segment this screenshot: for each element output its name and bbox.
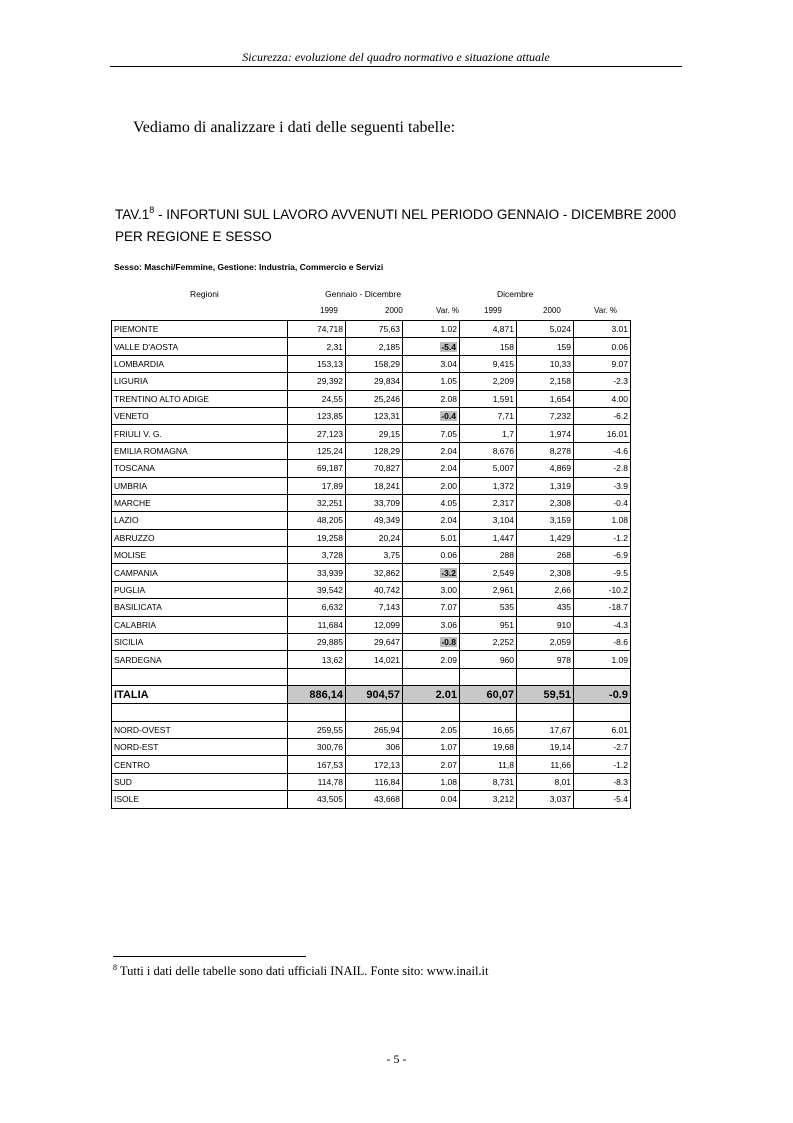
area-row	[112, 773, 631, 790]
table-cell: 7.05	[403, 425, 460, 442]
table-title-prefix: TAV.1	[115, 207, 150, 222]
table-cell: 158	[460, 338, 517, 355]
row-label: FRIULI V. G.	[112, 425, 288, 442]
table-cell: 8,278	[517, 442, 574, 459]
col-header-gd-var: Var. %	[436, 306, 459, 315]
table-cell: -6.9	[574, 547, 631, 564]
region-row	[112, 547, 631, 564]
table-cell	[517, 704, 574, 721]
region-row	[112, 477, 631, 494]
table-cell: 128,29	[346, 442, 403, 459]
table-cell: -1.2	[574, 756, 631, 773]
table-cell: -2.8	[574, 460, 631, 477]
table-cell: 19,14	[517, 738, 574, 755]
col-header-dic-2000: 2000	[543, 306, 561, 315]
table-cell	[403, 634, 460, 651]
table-cell: 2,308	[517, 564, 574, 581]
table-cell: 4,869	[517, 460, 574, 477]
table-cell: 6.01	[574, 721, 631, 738]
table-cell	[574, 704, 631, 721]
table-cell: 2.04	[403, 512, 460, 529]
region-row	[112, 460, 631, 477]
table-cell: 1,319	[517, 477, 574, 494]
highlighted-value: -5.4	[441, 341, 456, 352]
table-cell: -0.9	[574, 686, 631, 704]
row-label: SUD	[112, 773, 288, 790]
table-cell: 2.04	[403, 442, 460, 459]
table-cell: 8,676	[460, 442, 517, 459]
table-cell	[574, 668, 631, 685]
table-cell: 75,63	[346, 321, 403, 338]
table-cell: 3,728	[288, 547, 346, 564]
table-cell: 2,31	[288, 338, 346, 355]
table-cell: -5.4	[574, 791, 631, 808]
table-cell: 33,709	[346, 494, 403, 511]
table-cell: 60,07	[460, 686, 517, 704]
region-row	[112, 634, 631, 651]
table-cell: 4,871	[460, 321, 517, 338]
header-rule	[110, 66, 682, 67]
table-cell: 268	[517, 547, 574, 564]
table-cell: 2.09	[403, 651, 460, 668]
table-cell: 17,89	[288, 477, 346, 494]
table-cell: 10,33	[517, 355, 574, 372]
table-cell: 2,961	[460, 581, 517, 598]
table-cell: 886,14	[288, 686, 346, 704]
table-cell: 259,55	[288, 721, 346, 738]
table-cell: 74,718	[288, 321, 346, 338]
table-cell: 5,007	[460, 460, 517, 477]
table-cell: -4.3	[574, 616, 631, 633]
spacer-row	[112, 668, 631, 685]
region-row	[112, 390, 631, 407]
table-cell: 535	[460, 599, 517, 616]
table-cell: -9.5	[574, 564, 631, 581]
running-header: Sicurezza: evoluzione del quadro normativo e situazione attuale	[242, 50, 550, 64]
table-cell: 8,731	[460, 773, 517, 790]
table-cell: -0.4	[574, 494, 631, 511]
table-cell: 5,024	[517, 321, 574, 338]
region-row	[112, 355, 631, 372]
table-cell: -2.3	[574, 373, 631, 390]
row-label: BASILICATA	[112, 599, 288, 616]
table-cell: 1.08	[403, 773, 460, 790]
row-label: MARCHE	[112, 494, 288, 511]
table-cell: 2,209	[460, 373, 517, 390]
table-cell: 2,549	[460, 564, 517, 581]
region-row	[112, 425, 631, 442]
table-cell: 158,29	[346, 355, 403, 372]
table-cell: 13,62	[288, 651, 346, 668]
row-label: PIEMONTE	[112, 321, 288, 338]
table-cell: 435	[517, 599, 574, 616]
table-cell: 910	[517, 616, 574, 633]
table-cell: 114,78	[288, 773, 346, 790]
table-cell: 7,143	[346, 599, 403, 616]
table-cell: 116,84	[346, 773, 403, 790]
table-cell: 20,24	[346, 529, 403, 546]
table-cell: 29,647	[346, 634, 403, 651]
table-cell: 16.01	[574, 425, 631, 442]
table-cell: 25,246	[346, 390, 403, 407]
table-title	[115, 204, 715, 248]
table-cell: 7.07	[403, 599, 460, 616]
row-label: TRENTINO ALTO ADIGE	[112, 390, 288, 407]
table-cell: 29,885	[288, 634, 346, 651]
table-cell: 11,66	[517, 756, 574, 773]
col-header-gd-2000: 2000	[385, 306, 403, 315]
table-cell	[517, 668, 574, 685]
row-label: VENETO	[112, 407, 288, 424]
col-header-gd-1999: 1999	[320, 306, 338, 315]
row-label	[112, 704, 288, 721]
table-cell: 18,241	[346, 477, 403, 494]
row-label: TOSCANA	[112, 460, 288, 477]
region-row	[112, 321, 631, 338]
table-cell: 7,71	[460, 407, 517, 424]
table-cell: 1.07	[403, 738, 460, 755]
table-cell	[346, 704, 403, 721]
table-cell: 1.08	[574, 512, 631, 529]
table-cell: 0.04	[403, 791, 460, 808]
row-label: ISOLE	[112, 791, 288, 808]
row-label: LOMBARDIA	[112, 355, 288, 372]
table-cell: -18.7	[574, 599, 631, 616]
region-row	[112, 599, 631, 616]
table-cell: 19,258	[288, 529, 346, 546]
row-label: CALABRIA	[112, 616, 288, 633]
table-cell: -2.7	[574, 738, 631, 755]
table-cell: 978	[517, 651, 574, 668]
highlighted-value: -3.2	[441, 567, 456, 578]
row-label: MOLISE	[112, 547, 288, 564]
table-cell: 2.05	[403, 721, 460, 738]
table-cell: 4.05	[403, 494, 460, 511]
table-cell: 2,308	[517, 494, 574, 511]
region-row	[112, 529, 631, 546]
table-cell: 6,632	[288, 599, 346, 616]
injuries-table-body	[112, 321, 631, 809]
highlighted-value: -0.4	[441, 411, 456, 422]
table-cell: 951	[460, 616, 517, 633]
region-row	[112, 651, 631, 668]
table-cell: 32,251	[288, 494, 346, 511]
intro-paragraph: Vediamo di analizzare i dati delle seguenti tabelle:	[133, 119, 456, 136]
table-cell	[346, 668, 403, 685]
table-cell: 0.06	[403, 547, 460, 564]
table-cell: 7,232	[517, 407, 574, 424]
row-label: UMBRIA	[112, 477, 288, 494]
footnote-ref: 8	[149, 205, 155, 215]
table-cell: 70,827	[346, 460, 403, 477]
header-gennaio-dicembre: Gennaio - Dicembre	[325, 289, 402, 299]
col-header-dic-1999: 1999	[484, 306, 502, 315]
table-cell: 2,252	[460, 634, 517, 651]
table-title-line1: - INFORTUNI SUL LAVORO AVVENUTI NEL PERIODO GENNAIO - DICEMBRE 2000	[154, 207, 677, 222]
row-label: ITALIA	[112, 686, 288, 704]
table-cell: 2.04	[403, 460, 460, 477]
table-cell: 3,75	[346, 547, 403, 564]
area-row	[112, 791, 631, 808]
table-cell: 153,13	[288, 355, 346, 372]
area-row	[112, 738, 631, 755]
region-row	[112, 338, 631, 355]
table-cell: 0.06	[574, 338, 631, 355]
table-cell: 59,51	[517, 686, 574, 704]
table-cell: 1,447	[460, 529, 517, 546]
footnote-number: 8	[113, 963, 117, 972]
table-cell	[403, 564, 460, 581]
table-cell: 32,862	[346, 564, 403, 581]
row-label: LAZIO	[112, 512, 288, 529]
table-cell	[460, 704, 517, 721]
table-cell: 904,57	[346, 686, 403, 704]
table-cell: 2,66	[517, 581, 574, 598]
table-cell: 2,059	[517, 634, 574, 651]
table-cell	[403, 668, 460, 685]
table-cell: 265,94	[346, 721, 403, 738]
table-cell: 1,7	[460, 425, 517, 442]
header-regioni: Regioni	[190, 289, 219, 299]
table-cell: 1.05	[403, 373, 460, 390]
header-dicembre: Dicembre	[497, 289, 534, 299]
area-row	[112, 756, 631, 773]
table-cell: 125,24	[288, 442, 346, 459]
table-cell: 3.04	[403, 355, 460, 372]
table-cell: 123,31	[346, 407, 403, 424]
row-label: LIGURIA	[112, 373, 288, 390]
table-cell: 11,684	[288, 616, 346, 633]
table-cell: 2.07	[403, 756, 460, 773]
page-number: - 5 -	[386, 1052, 407, 1066]
table-cell: 960	[460, 651, 517, 668]
table-cell: 1,974	[517, 425, 574, 442]
row-label: SICILIA	[112, 634, 288, 651]
table-cell: 3,037	[517, 791, 574, 808]
table-cell: 300,76	[288, 738, 346, 755]
table-cell	[460, 668, 517, 685]
table-cell: -1.2	[574, 529, 631, 546]
table-cell: 39,542	[288, 581, 346, 598]
table-cell: 172,13	[346, 756, 403, 773]
row-label: CENTRO	[112, 756, 288, 773]
row-label: NORD-EST	[112, 738, 288, 755]
region-row	[112, 494, 631, 511]
col-header-dic-var: Var. %	[594, 306, 617, 315]
table-cell: 29,15	[346, 425, 403, 442]
region-row	[112, 581, 631, 598]
table-cell: 2.08	[403, 390, 460, 407]
table-cell: 3,212	[460, 791, 517, 808]
table-cell: 1,372	[460, 477, 517, 494]
highlighted-value: -0.8	[441, 637, 456, 648]
table-cell: -8.6	[574, 634, 631, 651]
row-label: VALLE D'AOSTA	[112, 338, 288, 355]
table-cell: 5.01	[403, 529, 460, 546]
table-cell	[288, 668, 346, 685]
region-row	[112, 512, 631, 529]
table-subtitle: Sesso: Maschi/Femmine, Gestione: Industria, Commercio e Servizi	[114, 262, 384, 272]
table-cell: 2.01	[403, 686, 460, 704]
table-cell: 1.09	[574, 651, 631, 668]
table-title-line2: PER REGIONE E SESSO	[115, 229, 272, 244]
table-cell: 123,85	[288, 407, 346, 424]
table-cell: 40,742	[346, 581, 403, 598]
table-cell: 1,654	[517, 390, 574, 407]
table-cell	[403, 407, 460, 424]
area-row	[112, 721, 631, 738]
table-cell: 19,68	[460, 738, 517, 755]
table-cell: 29,834	[346, 373, 403, 390]
table-cell: 49,349	[346, 512, 403, 529]
table-cell	[403, 338, 460, 355]
table-cell: 43,668	[346, 791, 403, 808]
region-row	[112, 407, 631, 424]
row-label: EMILIA ROMAGNA	[112, 442, 288, 459]
row-label: CAMPANIA	[112, 564, 288, 581]
footnote	[113, 964, 488, 979]
table-cell: -10.2	[574, 581, 631, 598]
table-cell: 17,67	[517, 721, 574, 738]
region-row	[112, 616, 631, 633]
table-cell: 48,205	[288, 512, 346, 529]
total-row	[112, 686, 631, 704]
table-cell: 3.01	[574, 321, 631, 338]
table-cell: 3,104	[460, 512, 517, 529]
table-cell	[403, 704, 460, 721]
table-cell: -8.3	[574, 773, 631, 790]
table-cell: 1,591	[460, 390, 517, 407]
table-cell: -3.9	[574, 477, 631, 494]
table-cell: -4.6	[574, 442, 631, 459]
table-cell: 159	[517, 338, 574, 355]
region-row	[112, 564, 631, 581]
injuries-table	[111, 320, 631, 809]
row-label: NORD-OVEST	[112, 721, 288, 738]
table-cell: 3.00	[403, 581, 460, 598]
table-cell: 29,392	[288, 373, 346, 390]
table-cell: -6.2	[574, 407, 631, 424]
table-cell: 24,55	[288, 390, 346, 407]
table-cell: 288	[460, 547, 517, 564]
spacer-row	[112, 704, 631, 721]
row-label	[112, 668, 288, 685]
footnote-rule	[113, 956, 306, 957]
table-cell: 69,187	[288, 460, 346, 477]
table-cell: 4.00	[574, 390, 631, 407]
table-cell: 14,021	[346, 651, 403, 668]
table-cell: 43,505	[288, 791, 346, 808]
table-cell: 3.06	[403, 616, 460, 633]
table-cell: 2,317	[460, 494, 517, 511]
table-cell: 27,123	[288, 425, 346, 442]
table-cell: 12,099	[346, 616, 403, 633]
region-row	[112, 442, 631, 459]
table-cell: 306	[346, 738, 403, 755]
table-cell: 2.00	[403, 477, 460, 494]
table-cell: 9,415	[460, 355, 517, 372]
footnote-text: Tutti i dati delle tabelle sono dati ufficiali INAIL. Fonte sito: www.inail.it	[117, 964, 489, 978]
table-cell: 167,53	[288, 756, 346, 773]
table-cell: 11,8	[460, 756, 517, 773]
table-cell: 9.07	[574, 355, 631, 372]
table-cell: 1.02	[403, 321, 460, 338]
table-cell: 2,185	[346, 338, 403, 355]
row-label: PUGLIA	[112, 581, 288, 598]
row-label: ABRUZZO	[112, 529, 288, 546]
table-cell: 2,158	[517, 373, 574, 390]
table-cell	[288, 704, 346, 721]
table-cell: 33,939	[288, 564, 346, 581]
table-cell: 3,159	[517, 512, 574, 529]
region-row	[112, 373, 631, 390]
table-cell: 1,429	[517, 529, 574, 546]
row-label: SARDEGNA	[112, 651, 288, 668]
table-cell: 16,65	[460, 721, 517, 738]
table-cell: 8,01	[517, 773, 574, 790]
